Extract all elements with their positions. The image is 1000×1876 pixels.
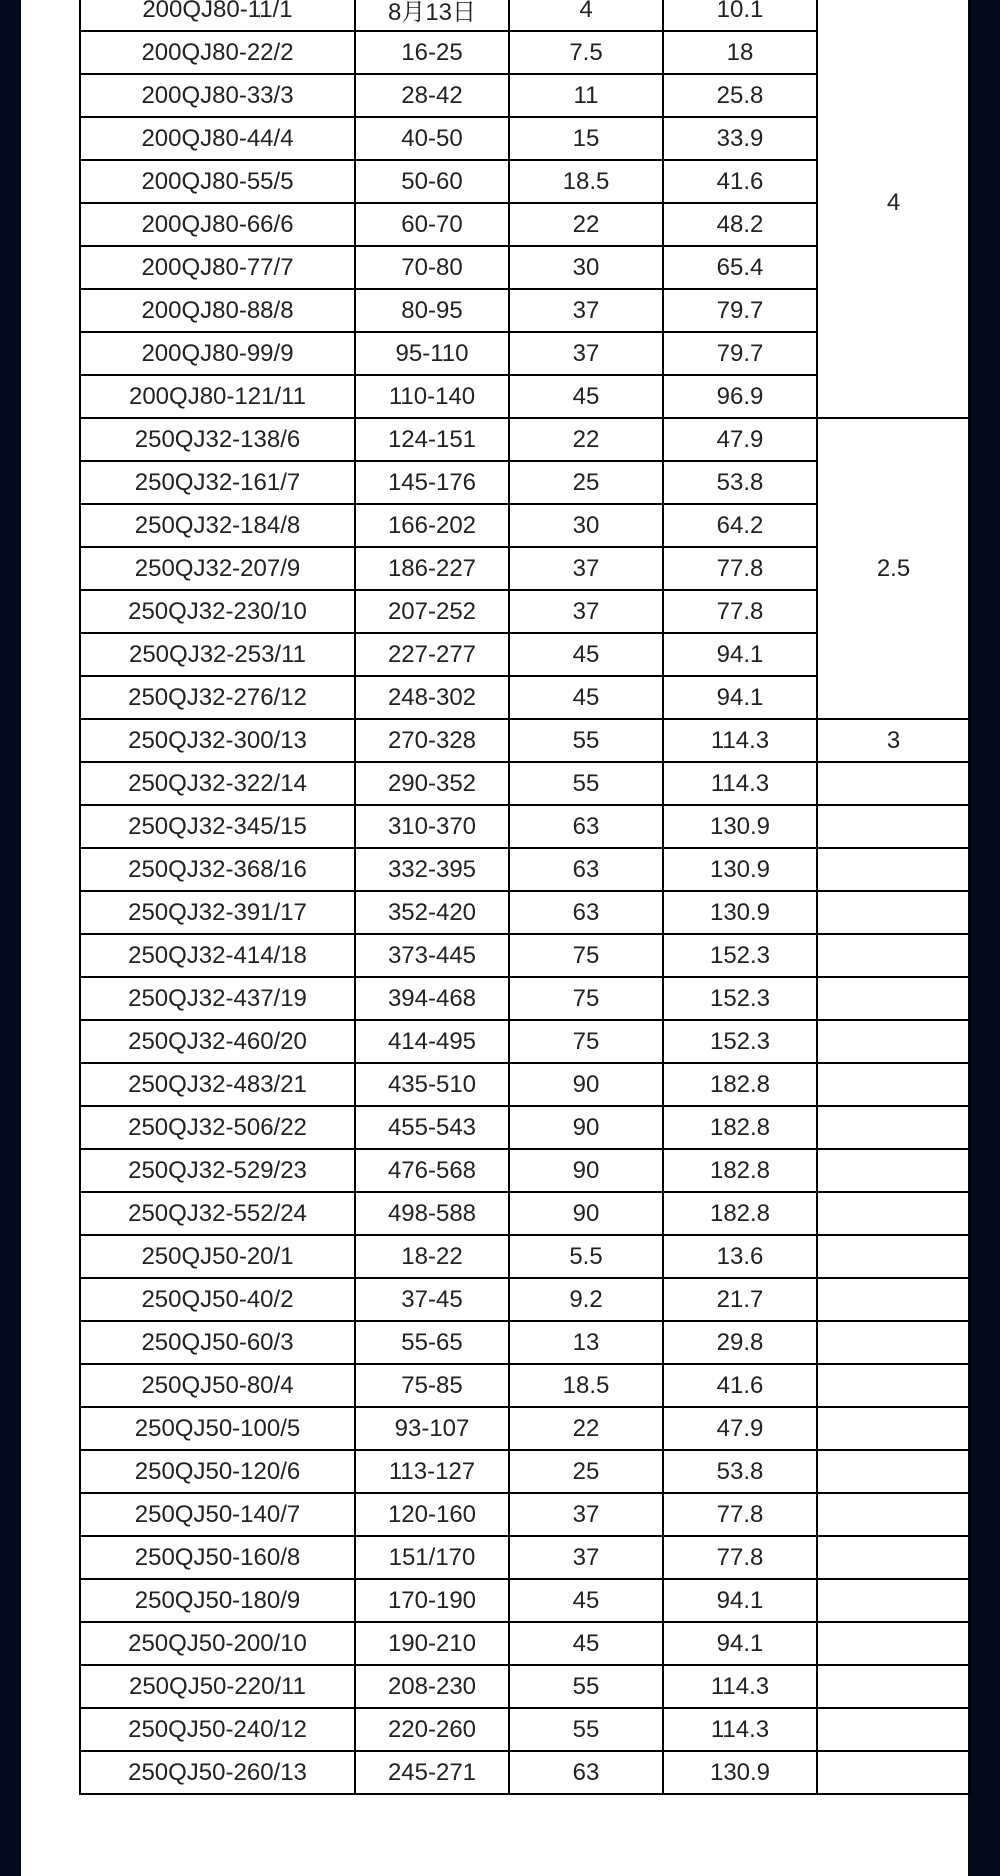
empty-cell <box>817 1407 970 1450</box>
power-cell: 25 <box>509 461 663 504</box>
model-cell: 250QJ50-100/5 <box>80 1407 355 1450</box>
current-cell: 18 <box>663 31 817 74</box>
model-cell: 250QJ32-483/21 <box>80 1063 355 1106</box>
power-cell: 4 <box>509 0 663 31</box>
model-cell: 250QJ50-60/3 <box>80 1321 355 1364</box>
empty-cell <box>817 1450 970 1493</box>
head-cell: 373-445 <box>355 934 509 977</box>
head-cell: 50-60 <box>355 160 509 203</box>
model-cell: 250QJ32-300/13 <box>80 719 355 762</box>
power-cell: 75 <box>509 977 663 1020</box>
model-cell: 200QJ80-121/11 <box>80 375 355 418</box>
head-cell: 28-42 <box>355 74 509 117</box>
pump-spec-table <box>79 0 971 1795</box>
head-cell: 60-70 <box>355 203 509 246</box>
empty-cell <box>817 1235 970 1278</box>
table-body <box>80 0 970 1794</box>
model-cell: 250QJ50-40/2 <box>80 1278 355 1321</box>
table-row <box>80 1321 970 1364</box>
model-cell: 250QJ32-161/7 <box>80 461 355 504</box>
empty-cell <box>817 1536 970 1579</box>
head-cell: 18-22 <box>355 1235 509 1278</box>
head-cell: 93-107 <box>355 1407 509 1450</box>
head-cell: 145-176 <box>355 461 509 504</box>
head-cell: 352-420 <box>355 891 509 934</box>
table-row <box>80 1106 970 1149</box>
power-cell: 63 <box>509 1751 663 1794</box>
current-cell: 114.3 <box>663 762 817 805</box>
model-cell: 250QJ50-120/6 <box>80 1450 355 1493</box>
current-cell: 182.8 <box>663 1192 817 1235</box>
head-cell: 290-352 <box>355 762 509 805</box>
model-cell: 250QJ50-140/7 <box>80 1493 355 1536</box>
table-row <box>80 719 970 762</box>
power-cell: 37 <box>509 590 663 633</box>
power-cell: 90 <box>509 1149 663 1192</box>
model-cell: 200QJ80-11/1 <box>80 0 355 31</box>
model-cell: 250QJ32-552/24 <box>80 1192 355 1235</box>
head-cell: 245-271 <box>355 1751 509 1794</box>
power-cell: 7.5 <box>509 31 663 74</box>
power-cell: 75 <box>509 1020 663 1063</box>
current-cell: 130.9 <box>663 848 817 891</box>
head-cell: 110-140 <box>355 375 509 418</box>
model-cell: 250QJ32-322/14 <box>80 762 355 805</box>
head-cell: 190-210 <box>355 1622 509 1665</box>
empty-cell <box>817 1665 970 1708</box>
model-cell: 250QJ32-345/15 <box>80 805 355 848</box>
power-cell: 63 <box>509 891 663 934</box>
power-cell: 55 <box>509 1665 663 1708</box>
power-cell: 90 <box>509 1106 663 1149</box>
empty-cell <box>817 1149 970 1192</box>
power-cell: 63 <box>509 848 663 891</box>
power-cell: 45 <box>509 676 663 719</box>
empty-cell <box>817 1622 970 1665</box>
power-cell: 11 <box>509 74 663 117</box>
current-cell: 152.3 <box>663 977 817 1020</box>
model-cell: 250QJ32-460/20 <box>80 1020 355 1063</box>
table-row <box>80 1063 970 1106</box>
power-cell: 75 <box>509 934 663 977</box>
empty-cell <box>817 934 970 977</box>
power-cell: 37 <box>509 1493 663 1536</box>
model-cell: 250QJ32-414/18 <box>80 934 355 977</box>
head-cell: 455-543 <box>355 1106 509 1149</box>
power-cell: 37 <box>509 547 663 590</box>
model-cell: 250QJ32-230/10 <box>80 590 355 633</box>
power-cell: 22 <box>509 418 663 461</box>
current-cell: 79.7 <box>663 289 817 332</box>
power-cell: 25 <box>509 1450 663 1493</box>
empty-cell <box>817 1278 970 1321</box>
head-cell: 37-45 <box>355 1278 509 1321</box>
head-cell: 498-588 <box>355 1192 509 1235</box>
current-cell: 77.8 <box>663 1536 817 1579</box>
head-cell: 248-302 <box>355 676 509 719</box>
power-cell: 63 <box>509 805 663 848</box>
current-cell: 48.2 <box>663 203 817 246</box>
head-cell: 151/170 <box>355 1536 509 1579</box>
head-cell: 113-127 <box>355 1450 509 1493</box>
model-cell: 250QJ50-160/8 <box>80 1536 355 1579</box>
table-row <box>80 1536 970 1579</box>
current-cell: 41.6 <box>663 1364 817 1407</box>
power-cell: 37 <box>509 289 663 332</box>
table-row <box>80 977 970 1020</box>
model-cell: 250QJ32-253/11 <box>80 633 355 676</box>
model-cell: 200QJ80-66/6 <box>80 203 355 246</box>
current-cell: 114.3 <box>663 1665 817 1708</box>
head-cell: 332-395 <box>355 848 509 891</box>
power-cell: 18.5 <box>509 160 663 203</box>
power-cell: 22 <box>509 203 663 246</box>
head-cell: 207-252 <box>355 590 509 633</box>
current-cell: 77.8 <box>663 590 817 633</box>
current-cell: 94.1 <box>663 633 817 676</box>
table-row <box>80 1493 970 1536</box>
empty-cell <box>817 1020 970 1063</box>
current-cell: 47.9 <box>663 1407 817 1450</box>
merged-value-cell: 3 <box>817 719 970 762</box>
current-cell: 47.9 <box>663 418 817 461</box>
power-cell: 45 <box>509 375 663 418</box>
table-row <box>80 848 970 891</box>
head-cell: 95-110 <box>355 332 509 375</box>
model-cell: 250QJ50-240/12 <box>80 1708 355 1751</box>
current-cell: 25.8 <box>663 74 817 117</box>
head-cell: 166-202 <box>355 504 509 547</box>
model-cell: 250QJ32-506/22 <box>80 1106 355 1149</box>
table-row <box>80 1192 970 1235</box>
model-cell: 250QJ32-184/8 <box>80 504 355 547</box>
empty-cell <box>817 1708 970 1751</box>
current-cell: 94.1 <box>663 1622 817 1665</box>
current-cell: 10.1 <box>663 0 817 31</box>
model-cell: 250QJ50-80/4 <box>80 1364 355 1407</box>
current-cell: 53.8 <box>663 1450 817 1493</box>
table-row <box>80 418 970 461</box>
empty-cell <box>817 762 970 805</box>
merged-value-cell: 2.5 <box>817 418 970 719</box>
head-cell: 124-151 <box>355 418 509 461</box>
model-cell: 250QJ32-437/19 <box>80 977 355 1020</box>
current-cell: 114.3 <box>663 1708 817 1751</box>
head-cell: 220-260 <box>355 1708 509 1751</box>
model-cell: 250QJ50-180/9 <box>80 1579 355 1622</box>
current-cell: 94.1 <box>663 1579 817 1622</box>
current-cell: 114.3 <box>663 719 817 762</box>
current-cell: 94.1 <box>663 676 817 719</box>
power-cell: 37 <box>509 1536 663 1579</box>
power-cell: 37 <box>509 332 663 375</box>
model-cell: 200QJ80-33/3 <box>80 74 355 117</box>
current-cell: 77.8 <box>663 547 817 590</box>
head-cell: 310-370 <box>355 805 509 848</box>
power-cell: 55 <box>509 719 663 762</box>
head-cell: 80-95 <box>355 289 509 332</box>
current-cell: 65.4 <box>663 246 817 289</box>
current-cell: 130.9 <box>663 891 817 934</box>
power-cell: 45 <box>509 633 663 676</box>
current-cell: 182.8 <box>663 1063 817 1106</box>
table-row <box>80 1407 970 1450</box>
current-cell: 29.8 <box>663 1321 817 1364</box>
model-cell: 200QJ80-55/5 <box>80 160 355 203</box>
table-row <box>80 1364 970 1407</box>
model-cell: 250QJ32-529/23 <box>80 1149 355 1192</box>
empty-cell <box>817 1364 970 1407</box>
empty-cell <box>817 1063 970 1106</box>
head-cell: 40-50 <box>355 117 509 160</box>
table-row <box>80 934 970 977</box>
head-cell: 120-160 <box>355 1493 509 1536</box>
power-cell: 90 <box>509 1063 663 1106</box>
power-cell: 13 <box>509 1321 663 1364</box>
table-row <box>80 1235 970 1278</box>
model-cell: 200QJ80-44/4 <box>80 117 355 160</box>
power-cell: 9.2 <box>509 1278 663 1321</box>
model-cell: 250QJ32-207/9 <box>80 547 355 590</box>
current-cell: 182.8 <box>663 1106 817 1149</box>
current-cell: 96.9 <box>663 375 817 418</box>
table-row <box>80 1278 970 1321</box>
current-cell: 79.7 <box>663 332 817 375</box>
current-cell: 152.3 <box>663 1020 817 1063</box>
model-cell: 250QJ50-200/10 <box>80 1622 355 1665</box>
model-cell: 250QJ32-391/17 <box>80 891 355 934</box>
head-cell: 270-328 <box>355 719 509 762</box>
power-cell: 18.5 <box>509 1364 663 1407</box>
empty-cell <box>817 977 970 1020</box>
model-cell: 250QJ32-276/12 <box>80 676 355 719</box>
table-row <box>80 1450 970 1493</box>
power-cell: 90 <box>509 1192 663 1235</box>
head-cell: 16-25 <box>355 31 509 74</box>
table-row <box>80 1751 970 1794</box>
table-row <box>80 1149 970 1192</box>
empty-cell <box>817 1321 970 1364</box>
model-cell: 200QJ80-22/2 <box>80 31 355 74</box>
power-cell: 55 <box>509 762 663 805</box>
merged-value-cell: 4 <box>817 0 970 418</box>
head-cell: 70-80 <box>355 246 509 289</box>
table-row <box>80 1020 970 1063</box>
power-cell: 15 <box>509 117 663 160</box>
model-cell: 250QJ50-260/13 <box>80 1751 355 1794</box>
power-cell: 30 <box>509 504 663 547</box>
table-row <box>80 1579 970 1622</box>
power-cell: 30 <box>509 246 663 289</box>
current-cell: 41.6 <box>663 160 817 203</box>
table-row <box>80 1622 970 1665</box>
document-page <box>21 0 968 1876</box>
empty-cell <box>817 1106 970 1149</box>
empty-cell <box>817 1751 970 1794</box>
current-cell: 13.6 <box>663 1235 817 1278</box>
current-cell: 130.9 <box>663 805 817 848</box>
power-cell: 55 <box>509 1708 663 1751</box>
head-cell: 75-85 <box>355 1364 509 1407</box>
model-cell: 200QJ80-99/9 <box>80 332 355 375</box>
current-cell: 21.7 <box>663 1278 817 1321</box>
head-cell: 8月13日 <box>355 0 509 31</box>
model-cell: 250QJ50-20/1 <box>80 1235 355 1278</box>
empty-cell <box>817 1579 970 1622</box>
model-cell: 200QJ80-77/7 <box>80 246 355 289</box>
table-row <box>80 762 970 805</box>
current-cell: 33.9 <box>663 117 817 160</box>
head-cell: 227-277 <box>355 633 509 676</box>
current-cell: 53.8 <box>663 461 817 504</box>
head-cell: 186-227 <box>355 547 509 590</box>
model-cell: 250QJ32-368/16 <box>80 848 355 891</box>
empty-cell <box>817 1493 970 1536</box>
model-cell: 250QJ32-138/6 <box>80 418 355 461</box>
power-cell: 5.5 <box>509 1235 663 1278</box>
power-cell: 22 <box>509 1407 663 1450</box>
current-cell: 182.8 <box>663 1149 817 1192</box>
head-cell: 208-230 <box>355 1665 509 1708</box>
current-cell: 64.2 <box>663 504 817 547</box>
table-row <box>80 1708 970 1751</box>
head-cell: 394-468 <box>355 977 509 1020</box>
current-cell: 77.8 <box>663 1493 817 1536</box>
current-cell: 130.9 <box>663 1751 817 1794</box>
table-row <box>80 1665 970 1708</box>
head-cell: 435-510 <box>355 1063 509 1106</box>
table-row <box>80 0 970 31</box>
current-cell: 152.3 <box>663 934 817 977</box>
head-cell: 170-190 <box>355 1579 509 1622</box>
empty-cell <box>817 891 970 934</box>
power-cell: 45 <box>509 1622 663 1665</box>
empty-cell <box>817 1192 970 1235</box>
table-row <box>80 805 970 848</box>
head-cell: 414-495 <box>355 1020 509 1063</box>
empty-cell <box>817 805 970 848</box>
model-cell: 250QJ50-220/11 <box>80 1665 355 1708</box>
table-row <box>80 891 970 934</box>
head-cell: 476-568 <box>355 1149 509 1192</box>
power-cell: 45 <box>509 1579 663 1622</box>
model-cell: 200QJ80-88/8 <box>80 289 355 332</box>
empty-cell <box>817 848 970 891</box>
head-cell: 55-65 <box>355 1321 509 1364</box>
